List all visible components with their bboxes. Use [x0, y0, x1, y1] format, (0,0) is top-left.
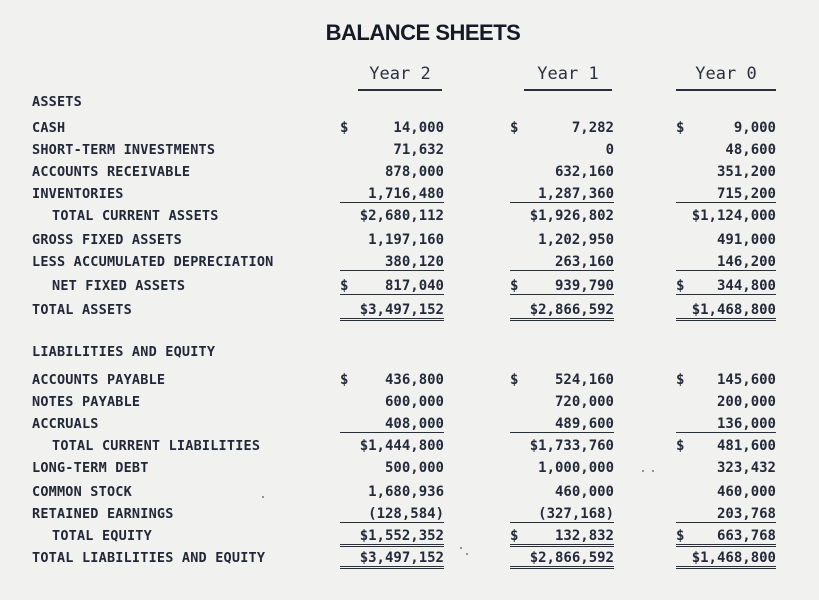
cell-y2 [340, 278, 444, 295]
cell-value: 48,600 [725, 142, 776, 158]
cell-value: 436,800 [384, 372, 444, 388]
cell-value: 323,432 [716, 460, 776, 476]
cell-value: 1,000,000 [538, 460, 614, 476]
page-title: BALANCE SHEETS [325, 20, 521, 45]
cell-value: 200,000 [716, 394, 776, 410]
row-label: TOTAL ASSETS [32, 302, 132, 318]
cell-y2 [340, 186, 444, 203]
row-label: TOTAL LIABILITIES AND EQUITY [32, 550, 266, 566]
cell-y0 [676, 254, 776, 271]
cell-value: 481,600 [716, 438, 776, 454]
cell-value: 1,202,950 [538, 232, 614, 248]
row-label: LONG-TERM DEBT [32, 460, 149, 476]
cell-value: 1,680,936 [368, 484, 444, 500]
row-label: COMMON STOCK [32, 484, 132, 500]
cell-y1 [510, 164, 614, 180]
cell-value: $1,926,802 [529, 208, 614, 224]
scan-speck [642, 470, 644, 472]
cell-value: 351,200 [716, 164, 776, 180]
currency-symbol: $ [676, 278, 685, 294]
cell-value: $1,468,800 [691, 550, 776, 566]
cell-y1 [510, 506, 614, 523]
cell-value: $3,497,152 [359, 302, 444, 318]
row-label: TOTAL CURRENT ASSETS [52, 208, 219, 224]
row-label: TOTAL EQUITY [52, 528, 152, 544]
cell-y1 [510, 460, 614, 476]
cell-y2 [340, 416, 444, 433]
cell-y0 [676, 484, 776, 500]
row-label: RETAINED EARNINGS [32, 506, 174, 522]
cell-y0 [676, 278, 776, 295]
cell-y0 [676, 416, 776, 433]
cell-y1 [510, 186, 614, 203]
cell-y0 [676, 302, 776, 321]
row-label: NOTES PAYABLE [32, 394, 141, 410]
cell-y2 [340, 208, 444, 224]
cell-y1 [510, 208, 614, 224]
cell-y2 [340, 438, 444, 454]
cell-y0 [676, 506, 776, 523]
currency-symbol: $ [510, 528, 519, 544]
cell-value: 263,160 [554, 254, 614, 270]
cell-value: 1,716,480 [368, 186, 444, 202]
cell-value: 408,000 [384, 416, 444, 432]
cell-y0 [676, 208, 776, 224]
cell-value: 500,000 [384, 460, 444, 476]
cell-y1 [510, 142, 614, 158]
row-label: INVENTORIES [32, 186, 124, 202]
cell-value: $3,497,152 [359, 550, 444, 566]
scan-speck [460, 547, 462, 549]
cell-y0 [676, 142, 776, 158]
cell-value: 460,000 [716, 484, 776, 500]
cell-value: 14,000 [393, 120, 444, 136]
cell-value: 7,282 [571, 120, 614, 136]
cell-value: 380,120 [384, 254, 444, 270]
cell-value: 600,000 [384, 394, 444, 410]
cell-y1 [510, 438, 614, 454]
cell-y1 [510, 372, 614, 388]
cell-y1 [510, 120, 614, 136]
cell-y2 [340, 302, 444, 321]
currency-symbol: $ [340, 278, 349, 294]
currency-symbol: $ [340, 120, 349, 136]
currency-symbol: $ [676, 528, 685, 544]
cell-y2 [340, 120, 444, 136]
cell-value: 1,197,160 [368, 232, 444, 248]
cell-y0 [676, 186, 776, 203]
cell-value: 817,040 [384, 278, 444, 294]
cell-y2 [340, 550, 444, 569]
cell-value: 524,160 [554, 372, 614, 388]
cell-y0 [676, 120, 776, 136]
cell-value: 1,287,360 [538, 186, 614, 202]
row-label: CASH [32, 120, 66, 136]
cell-y1 [510, 484, 614, 500]
cell-value: 939,790 [554, 278, 614, 294]
column-header-label: Year 1 [537, 64, 599, 84]
cell-y2 [340, 484, 444, 500]
column-header-year-1 [524, 64, 612, 84]
cell-value: 460,000 [554, 484, 614, 500]
cell-y2 [340, 372, 444, 388]
cell-value: 878,000 [384, 164, 444, 180]
scan-speck [652, 470, 654, 472]
cell-value: 720,000 [554, 394, 614, 410]
column-header-label: Year 2 [369, 64, 431, 84]
cell-value: 146,200 [716, 254, 776, 270]
column-header-year-2 [358, 64, 442, 84]
cell-y2 [340, 164, 444, 180]
currency-symbol: $ [510, 120, 519, 136]
row-label: NET FIXED ASSETS [52, 278, 186, 294]
currency-symbol: $ [676, 120, 685, 136]
cell-y0 [676, 394, 776, 410]
cell-value: 71,632 [393, 142, 444, 158]
cell-value: 145,600 [716, 372, 776, 388]
cell-y1 [510, 278, 614, 295]
cell-y0 [676, 438, 776, 454]
cell-y1 [510, 232, 614, 248]
cell-y2 [340, 528, 444, 547]
cell-y1 [510, 528, 614, 547]
cell-value: 663,768 [716, 528, 776, 544]
section-heading-liabilities: LIABILITIES AND EQUITY [32, 344, 216, 360]
cell-value: $1,124,000 [691, 208, 776, 224]
scan-speck [262, 496, 264, 498]
cell-value: $2,866,592 [529, 302, 614, 318]
row-label: LESS ACCUMULATED DEPRECIATION [32, 254, 274, 270]
cell-y1 [510, 550, 614, 569]
cell-y2 [340, 394, 444, 410]
cell-value: 632,160 [554, 164, 614, 180]
currency-symbol: $ [676, 372, 685, 388]
cell-value: 203,768 [716, 506, 776, 522]
cell-y0 [676, 550, 776, 569]
cell-value: 132,832 [554, 528, 614, 544]
cell-value: $1,552,352 [359, 528, 444, 544]
cell-value: $2,680,112 [359, 208, 444, 224]
cell-value: 136,000 [716, 416, 776, 432]
cell-y2 [340, 460, 444, 476]
scan-speck [466, 553, 468, 555]
column-header-year-0 [676, 64, 776, 84]
cell-value: 344,800 [716, 278, 776, 294]
cell-y0 [676, 460, 776, 476]
cell-value: 491,000 [716, 232, 776, 248]
cell-y1 [510, 254, 614, 271]
currency-symbol: $ [510, 372, 519, 388]
column-header-label: Year 0 [695, 64, 757, 84]
cell-y2 [340, 254, 444, 271]
cell-value: 489,600 [554, 416, 614, 432]
cell-value: (128,584) [368, 506, 444, 522]
cell-value: $1,733,760 [529, 438, 614, 454]
cell-y0 [676, 372, 776, 388]
cell-value: $1,468,800 [691, 302, 776, 318]
cell-y2 [340, 232, 444, 248]
cell-y1 [510, 394, 614, 410]
row-label: ACCOUNTS RECEIVABLE [32, 164, 191, 180]
currency-symbol: $ [510, 278, 519, 294]
cell-y2 [340, 142, 444, 158]
currency-symbol: $ [340, 372, 349, 388]
row-label: ACCOUNTS PAYABLE [32, 372, 166, 388]
row-label: GROSS FIXED ASSETS [32, 232, 182, 248]
cell-value: 9,000 [733, 120, 776, 136]
cell-y2 [340, 506, 444, 523]
currency-symbol: $ [676, 438, 685, 454]
cell-value: (327,168) [538, 506, 614, 522]
cell-y0 [676, 164, 776, 180]
cell-value: $1,444,800 [359, 438, 444, 454]
cell-y0 [676, 528, 776, 547]
cell-y1 [510, 302, 614, 321]
cell-y1 [510, 416, 614, 433]
cell-y0 [676, 232, 776, 248]
section-heading-assets: ASSETS [32, 94, 82, 110]
cell-value: $2,866,592 [529, 550, 614, 566]
row-label: ACCRUALS [32, 416, 99, 432]
row-label: TOTAL CURRENT LIABILITIES [52, 438, 261, 454]
row-label: SHORT-TERM INVESTMENTS [32, 142, 216, 158]
cell-value: 0 [605, 142, 614, 158]
cell-value: 715,200 [716, 186, 776, 202]
